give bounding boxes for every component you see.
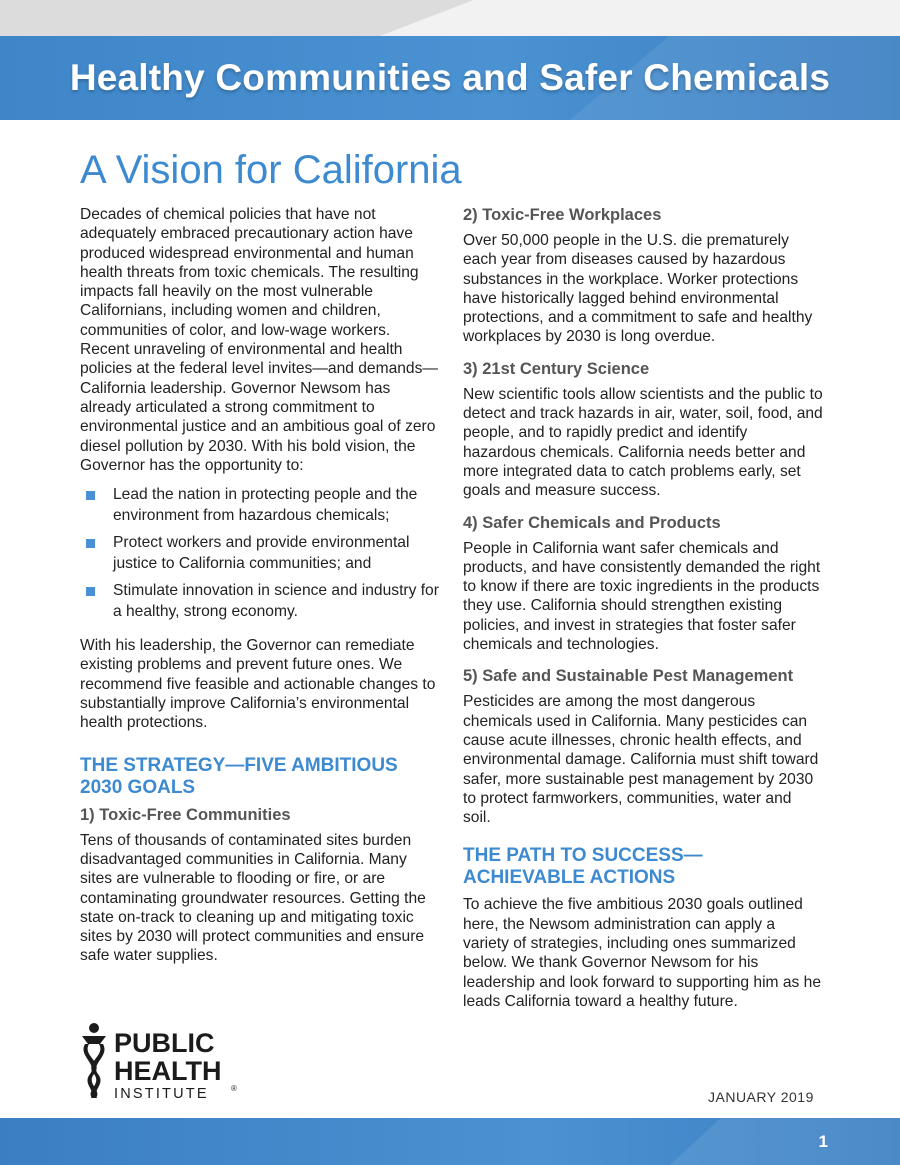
header-band (0, 0, 900, 122)
footer-bar (0, 1118, 900, 1165)
bullet-square-icon (86, 491, 95, 500)
list-item (80, 581, 440, 622)
goal-title: 3) 21st Century Science (463, 359, 650, 378)
footer-bar-accent (670, 1118, 900, 1165)
public-health-institute-logo (80, 1022, 250, 1102)
goal-4 (463, 513, 823, 655)
bullet-text: Stimulate innovation in science and industry for a healthy, strong economy. (113, 582, 439, 620)
goal-1 (80, 805, 440, 966)
goal-text: Over 50,000 people in the U.S. die prematurely each year from diseases caused by hazardous substances in the workplace. Worker protections have historically lagged behind environmental protections, and a commitment to safe and healthy workplaces by 2030 is long overdue. (463, 232, 813, 346)
goal-title: 2) Toxic-Free Workplaces (463, 206, 662, 224)
goal-text: New scientific tools allow scientists and the public to detect and track hazards in air, water, soil, food, and people, and to rapidly predict and identify hazardous chemicals. California needs better and more integrated data to catch problems early, set goals and measure success. (463, 385, 823, 500)
goal-2 (463, 205, 823, 347)
page-number: 1 (818, 1132, 828, 1151)
path-heading: THE PATH TO SUCCESS—ACHIEVABLE ACTIONS (463, 845, 703, 889)
bullet-text: Lead the nation in protecting people and the environment from hazardous chemicals; (113, 486, 418, 524)
goal-text: Pesticides are among the most dangerous chemicals used in California. Many pesticides can cause acute illnesses, chronic health effects, and environmental damage. California must shift toward safer, more sustainable pest management by 2030 to protect farmworkers, communities, water and soil. (463, 693, 819, 827)
bullet-square-icon (86, 539, 95, 548)
goal-title: 4) Safer Chemicals and Products (463, 513, 721, 532)
intro-paragraph: Decades of chemical policies that have not adequately embraced precautionary action have produced widespread environmental and human health threats from toxic chemicals. The resulting impacts fall heavily on the most vulnerable Californians, including women and children, communities of color, and low-wage workers. Recent unraveling of environmental and health policies at the federal level invites—and demands—California leadership. Governor Newsom has already articulated a strong commitment to environmental justice and an ambitious goal of zero diesel pollution by 2030. With his bold vision, the Governor has the opportunity to: (80, 206, 438, 474)
goal-bullets (80, 485, 440, 622)
title-bar (0, 36, 900, 120)
goal-text: Tens of thousands of contaminated sites burden disadvantaged communities in California. Many sites are vulnerable to flooding or fire, or are contaminating groundwater resources. Getting the state on-track to cleaning up and mitigating toxic sites by 2030 will protect communities and ensure safe water supplies. (80, 831, 426, 965)
logo-line-public: PUBLIC (114, 1028, 215, 1058)
bullet-text: Protect workers and provide environmental justice to California communities; and (113, 534, 410, 572)
leadership-paragraph: With his leadership, the Governor can remediate existing problems and prevent future ones. We recommend five feasible and actionable changes to substantially improve California’s environmental health protections. (80, 637, 436, 732)
logo-line-institute: INSTITUTE (114, 1086, 209, 1102)
bullet-square-icon (86, 587, 95, 596)
list-item (80, 533, 440, 574)
goal-5 (463, 666, 823, 827)
left-column (80, 205, 440, 978)
logo-registered-mark: ® (231, 1084, 237, 1093)
goal-title: 5) Safe and Sustainable Pest Management (463, 667, 794, 686)
strategy-heading: THE STRATEGY—FIVE AMBITIOUS 2030 GOALS (80, 754, 398, 798)
goal-text: People in California want safer chemicals and products, and have consistently demanded the right to know if there are toxic ingredients in the products they use. California should strengthen existing policies, and invest in strategies that foster safer chemicals and technologies. (463, 539, 821, 654)
logo-line-health: HEALTH (114, 1056, 222, 1086)
page-title: Healthy Communities and Safer Chemicals (69, 57, 831, 98)
path-paragraph: To achieve the five ambitious 2030 goals outlined here, the Newsom administration can apply a variety of strategies, including ones summarized below. We thank Governor Newsom for his leadership and look forward to supporting him as he leads California toward a healthy future. (463, 896, 822, 1010)
goal-3 (463, 359, 823, 501)
right-column (463, 205, 823, 1011)
publication-date: JANUARY 2019 (708, 1089, 814, 1105)
subtitle: A Vision for California (80, 148, 462, 192)
list-item (80, 485, 440, 526)
logo-figure-icon (80, 1022, 250, 1102)
goal-title: 1) Toxic-Free Communities (80, 805, 291, 824)
